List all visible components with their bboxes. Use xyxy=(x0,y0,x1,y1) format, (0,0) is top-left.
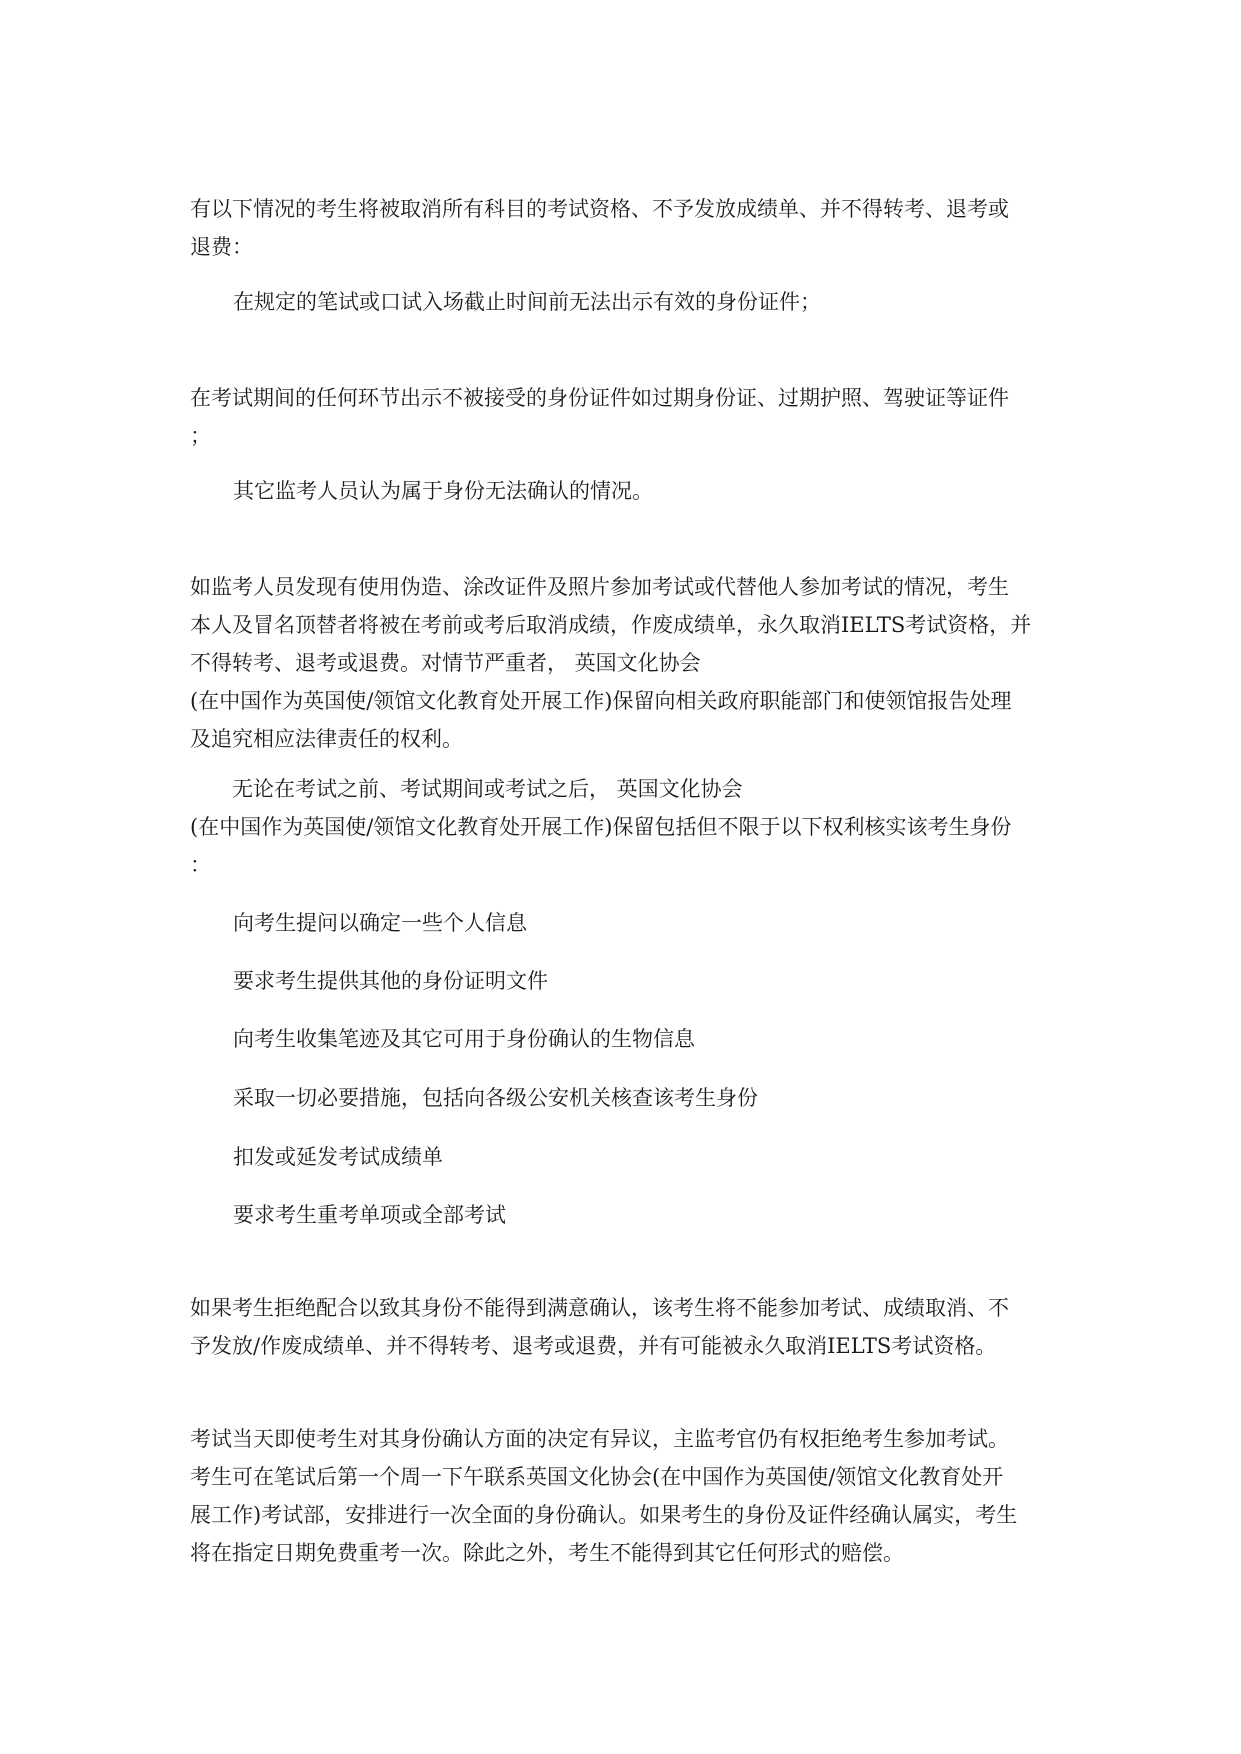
text-line: 考生可在笔试后第一个周一下午联系英国文化协会(在中国作为英国使/领馆文化教育处开 xyxy=(190,1465,1004,1489)
list-item-other-documents xyxy=(233,962,1070,1000)
list-item-biometrics xyxy=(233,1020,1070,1058)
text-line: 考试当天即使考生对其身份确认方面的决定有异议，主监考官仍有权拒绝考生参加考试。 xyxy=(190,1427,1009,1451)
text-line: 如监考人员发现有使用伪造、涂改证件及照片参加考试或代替他人参加考试的情况，考生 xyxy=(190,575,1009,599)
text-line: 无论在考试之前、考试期间或考试之后， 英国文化协会 xyxy=(190,777,743,801)
paragraph-appeal-process xyxy=(190,1420,1070,1572)
text-line: 退费： xyxy=(190,235,253,259)
text-line: 有以下情况的考生将被取消所有科目的考试资格、不予发放成绩单、并不得转考、退考或 xyxy=(190,197,1009,221)
paragraph-verification-rights xyxy=(190,770,1070,884)
paragraph-disqualification-intro xyxy=(190,190,1070,266)
text-line: 展工作)考试部，安排进行一次全面的身份确认。如果考生的身份及证件经确认属实，考生 xyxy=(190,1503,1018,1527)
text-line: ： xyxy=(190,853,211,877)
text-line: 予发放/作废成绩单、并不得转考、退考或退费，并有可能被永久取消IELTS考试资格。 xyxy=(190,1334,997,1358)
text-line: 要求考生重考单项或全部考试 xyxy=(233,1203,506,1227)
paragraph-unaccepted-id xyxy=(190,379,1070,455)
list-item-retake xyxy=(233,1196,1070,1234)
text-line: 采取一切必要措施，包括向各级公安机关核查该考生身份 xyxy=(233,1086,758,1110)
list-item-police-check xyxy=(233,1079,1070,1117)
list-item-ask-questions xyxy=(233,904,1070,942)
text-line: 其它监考人员认为属于身份无法确认的情况。 xyxy=(233,479,653,503)
text-line: 如果考生拒绝配合以致其身份不能得到满意确认，该考生将不能参加考试、成绩取消、不 xyxy=(190,1296,1009,1320)
paragraph-forgery-consequences xyxy=(190,568,1070,758)
paragraph-refusal-consequences xyxy=(190,1289,1070,1365)
paragraph-no-valid-id xyxy=(233,283,1070,321)
text-line: 在规定的笔试或口试入场截止时间前无法出示有效的身份证件； xyxy=(233,290,821,314)
text-line: 及追究相应法律责任的权利。 xyxy=(190,727,463,751)
text-line: 不得转考、退考或退费。对情节严重者， 英国文化协会 xyxy=(190,651,701,675)
text-line: 在考试期间的任何环节出示不被接受的身份证件如过期身份证、过期护照、驾驶证等证件 xyxy=(190,386,1009,410)
text-line: 向考生提问以确定一些个人信息 xyxy=(233,911,527,935)
paragraph-identity-unconfirmed xyxy=(233,472,1070,510)
text-line: ； xyxy=(190,424,211,448)
text-line: 扣发或延发考试成绩单 xyxy=(233,1145,443,1169)
list-item-withhold-results xyxy=(233,1138,1070,1176)
text-line: (在中国作为英国使/领馆文化教育处开展工作)保留向相关政府职能部门和使领馆报告处理 xyxy=(190,689,1012,713)
text-line: 将在指定日期免费重考一次。除此之外，考生不能得到其它任何形式的赔偿。 xyxy=(190,1541,904,1565)
text-line: 本人及冒名顶替者将被在考前或考后取消成绩，作废成绩单，永久取消IELTS考试资格，并 xyxy=(190,613,1032,637)
text-line: (在中国作为英国使/领馆文化教育处开展工作)保留包括但不限于以下权利核实该考生身份 xyxy=(190,815,1012,839)
text-line: 要求考生提供其他的身份证明文件 xyxy=(233,969,548,993)
text-line: 向考生收集笔迹及其它可用于身份确认的生物信息 xyxy=(233,1027,695,1051)
